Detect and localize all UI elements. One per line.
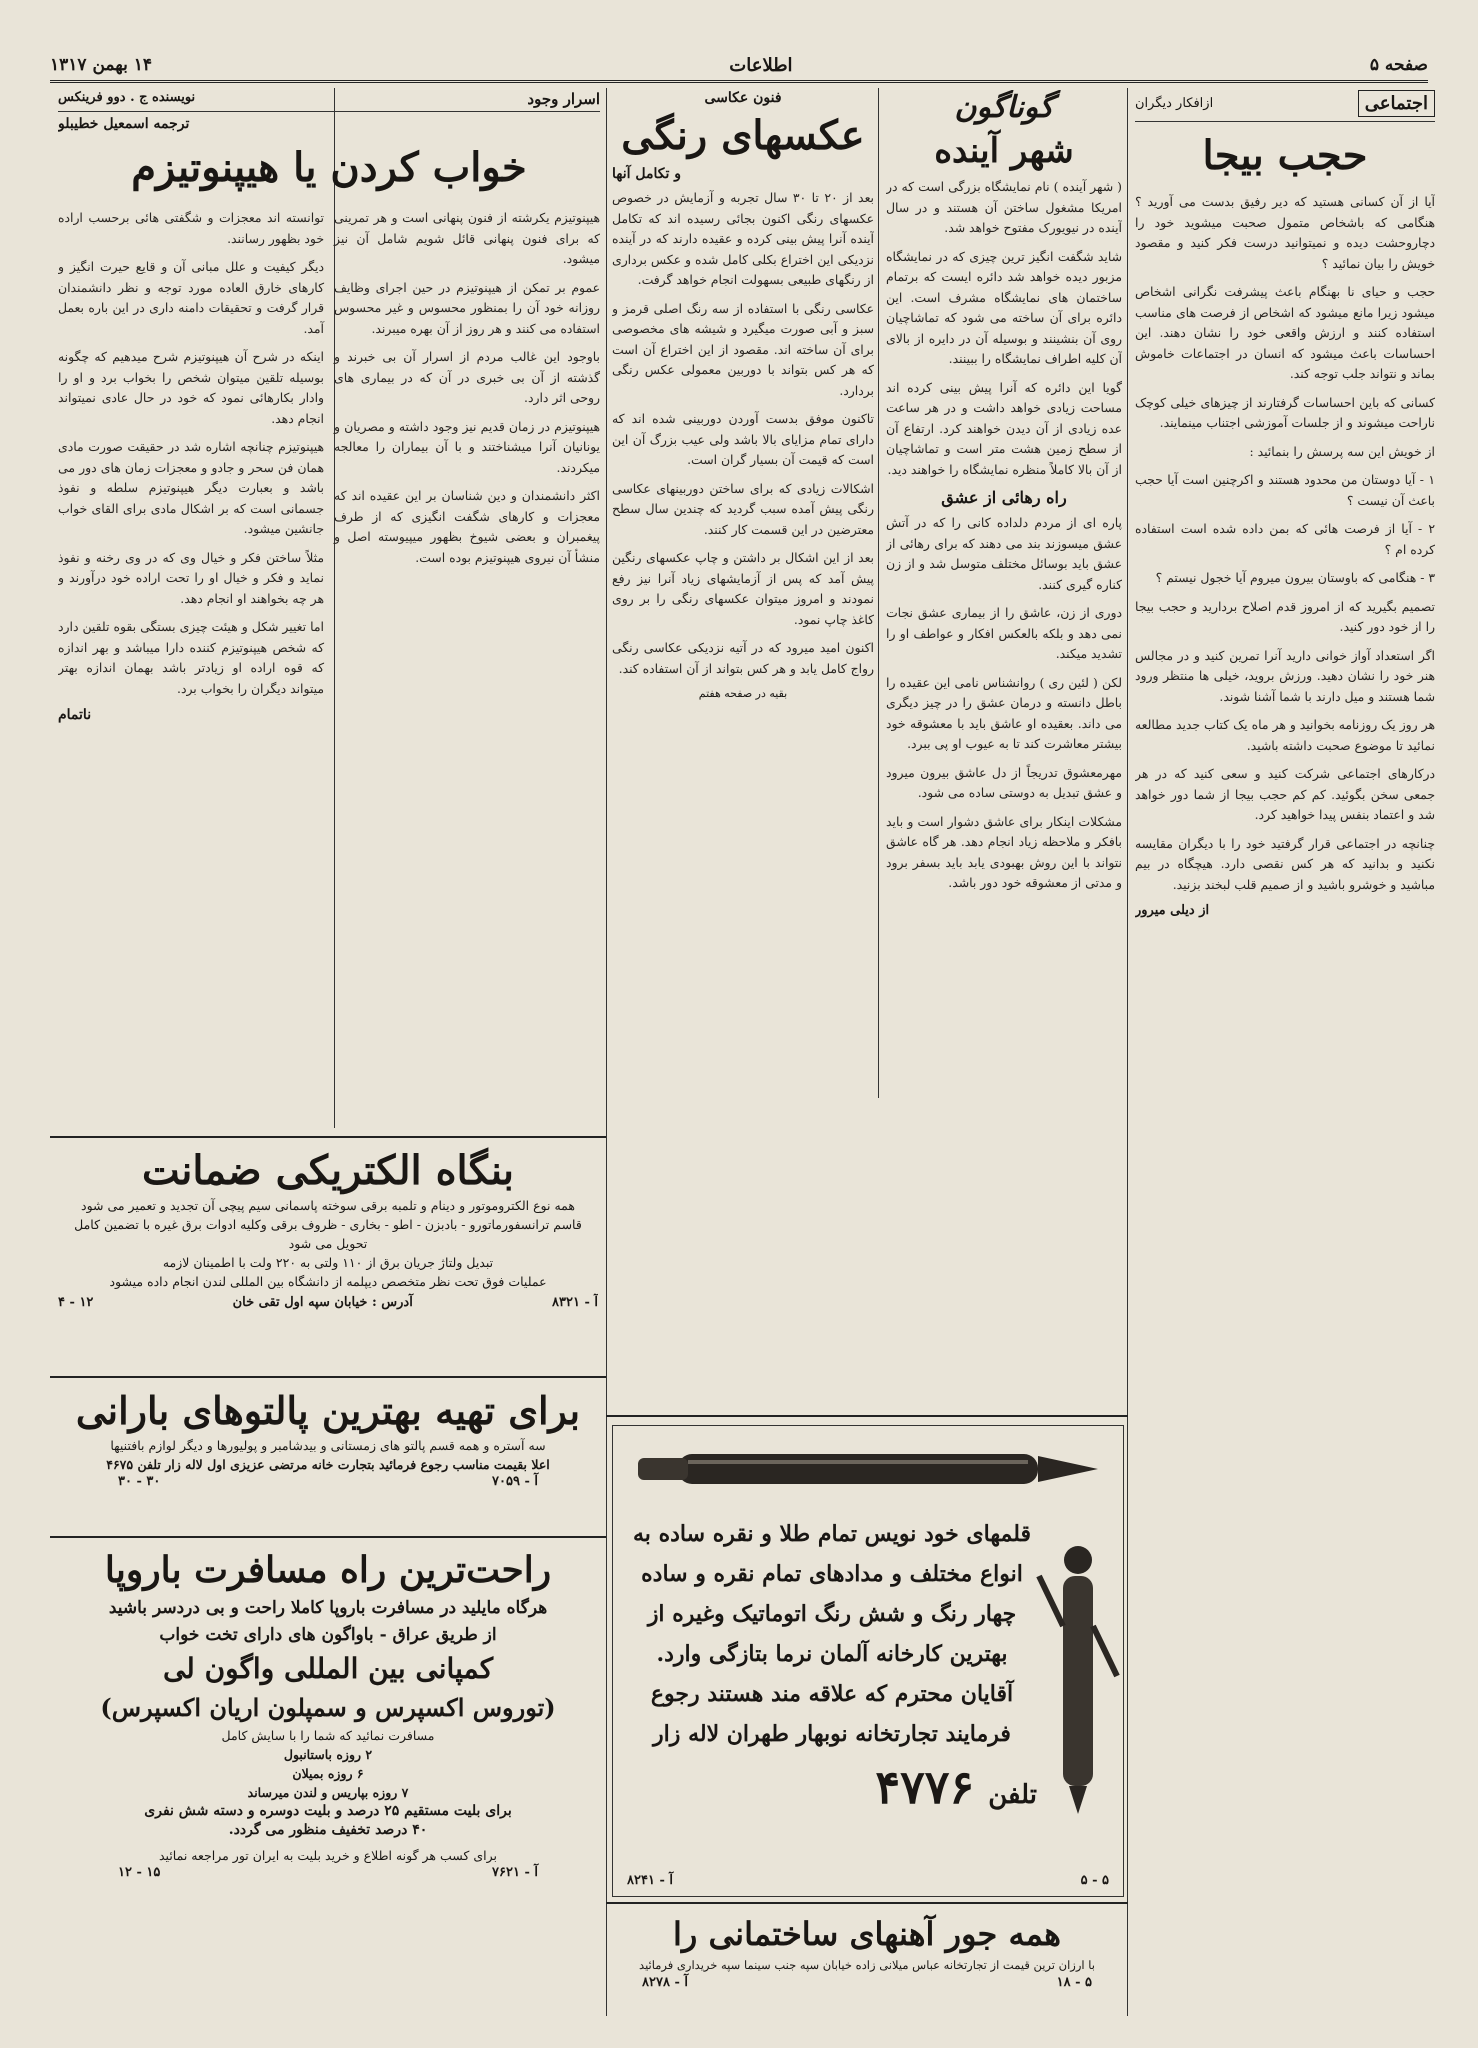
travel-company: کمپانی بین المللی واگون لی bbox=[162, 1652, 494, 1685]
photo-sub: و تکامل آنها bbox=[612, 166, 682, 182]
travel-stop-2: ۶ روزه بمیلان bbox=[292, 1766, 364, 1781]
rule-under-coats bbox=[50, 1536, 606, 1538]
fountain-pen-icon bbox=[618, 1434, 1118, 1504]
travel-trains: (توروس اکسپرس و سمپلون اریان اکسپرس) bbox=[100, 1693, 556, 1722]
iron-ad bbox=[612, 1912, 1122, 2002]
social-para-10: هر روز یک روزنامه بخوانید و هر ماه یک کتاب جدید مطالعه نمائید تا موضوع صحبت داشته باشید. bbox=[1135, 717, 1435, 753]
issue-date: ۱۴ بهمن ۱۳۱۷ bbox=[50, 55, 152, 75]
bank-line-1: همه نوع الکتروموتور و دینام و تلمبه برقی سوخته پاسمانی سیم پیچی آن تجدید و تعمیر می شود bbox=[81, 1198, 575, 1213]
misc-para-6: لکن ( لئین ری ) روانشناس نامی این عقیده را باطل دانسته و درمان عشق را در چیز دیگری می داند. بعقیده او عاشق باید با معشوقه خود بیشتر معاشرت کند تا به عیوب او پی ببرد. bbox=[886, 674, 1122, 751]
travel-stop-1: ۲ روزه باستانبول bbox=[283, 1747, 373, 1762]
photo-para-4: اشکالات زیادی که برای ساختن دوربینهای عکاسی رنگی پیش آمده سبب گردید که چندین سال سطح معترضین در این قسمت کار کنند. bbox=[612, 480, 874, 537]
hypno-para-10: مثلاً ساختن فکر و خیال وی که در وی رخنه و نفوذ نماید و فکر و خیال او را تحت اراده خود درآورند و هر چه بخواهند او انجام دهد. bbox=[58, 549, 324, 606]
pen-line-4: بهترین کارخانه آلمان نرما بتازگی وارد. bbox=[656, 1641, 1008, 1667]
rule-under-pens bbox=[606, 1902, 1128, 1904]
hypno-para-8: اینکه در شرح آن هیپنوتیزم شرح میدهیم که چگونه بوسیله تلقین میتوان شخص را بخواب برد و او را وادار بکارهائی نمود که خود در حال عادی نمیتواند انجام دهد. bbox=[58, 349, 324, 426]
bank-line-2: قاسم ترانسفورماتورو - بادبزن - اطو - بخاری - ظروف برقی وکلیه ادوات برق غیره با تضمین کامل تحویل می شود bbox=[74, 1217, 582, 1251]
misc-para-1: ( شهر آینده ) نام نمایشگاه بزرگی است که در امریکا مشغول ساختن آن هستند و در سال آینده در نیویورک مفتوح خواهد شد. bbox=[886, 179, 1122, 235]
pen-code: آ - ۸۲۴۱ bbox=[627, 1873, 673, 1888]
social-para-6: ۲ - آیا از فرصت هائی که بمن داده شده است استفاده کرده ام ؟ bbox=[1135, 521, 1435, 557]
bank-line-4: عملیات فوق تحت نظر متخصص دیپلمه از دانشگاه بین المللی لندن انجام داده میشود bbox=[109, 1274, 547, 1289]
page-header bbox=[50, 50, 1428, 83]
travel-contact: برای کسب هر گونه اطلاع و خرید بلیت به ایران تور مراجعه نمائید bbox=[159, 1848, 497, 1863]
photo-continued: بقیه در صفحه هفتم bbox=[698, 687, 788, 700]
travel-line-2: از طریق عراق - باواگون های دارای تخت خواب bbox=[159, 1625, 497, 1645]
hypno-para-11: اما تغییر شکل و هیئت چیزی بستگی بقوه تلقین دارد که شخص هیپنوتیزم کننده دارا میباشد و بهر اندازه که قوه اراده او زیادتر باشد بهمان اندازه بهتر میتواند دیگران را بخواب برد. bbox=[58, 619, 324, 696]
social-para-2: حجب و حیای نا بهنگام باعث پیشرفت نگرانی اشخاص میشود زیرا مانع میشود که اشخاص از فرصت های مناسب استفاده کنند و ارزش واقعی خود را نشان دهند. این احساسات باعث میشود که انسان در اجتماعات خاموش بماند و نتواند جلب توجه کند. bbox=[1135, 284, 1435, 381]
hypno-series: اسرار وجود bbox=[527, 90, 600, 108]
travel-discount-1: برای بلیت مستقیم ۲۵ درصد و بلیت دوسره و دسته شش نفری bbox=[144, 1803, 512, 1819]
travel-line-1: هرگاه مایلید در مسافرت باروپا کاملا راحت و بی دردسر باشید bbox=[108, 1598, 548, 1618]
misc-para-5: دوری از زن، عاشق را از بیماری عشق نجات نمی دهد و بلکه بالعکس افکار و عواطف او را تشدید میکند. bbox=[886, 605, 1122, 661]
photo-column bbox=[612, 90, 874, 1090]
social-source: از دیلی میرور bbox=[1135, 903, 1210, 918]
iron-num: ۵ - ۱۸ bbox=[1056, 1975, 1092, 1990]
social-column bbox=[1135, 90, 1435, 2010]
misc-para-7: مهرمعشوق تدریجاً از دل عاشق بیرون میرود و عشق تبدیل به دوستی ساده می شود. bbox=[886, 764, 1122, 800]
bank-title: بنگاه الکتریکی ضمانت bbox=[141, 1147, 515, 1194]
bank-num: ۱۲ - ۴ bbox=[58, 1295, 94, 1310]
travel-discount-2: ۴۰ درصد تخفیف منظور می گردد. bbox=[228, 1822, 428, 1838]
social-sub: ازافکار دیگران bbox=[1135, 96, 1214, 111]
coats-line-2: اعلا بقیمت مناسب رجوع فرمائید بتجارت خانه مرتضی عزیزی اول لاله زار تلفن ۴۶۷۵ bbox=[106, 1457, 550, 1472]
social-para-7: ۳ - هنگامی که باوستان بیرون میروم آیا خجول نیستم ؟ bbox=[1155, 570, 1435, 585]
column-rule-1 bbox=[1127, 88, 1128, 2016]
photo-para-5: بعد از این اشکال بر داشتن و چاپ عکسهای رنگین پیش آمد که پس از آزمایشهای زیاد آنرا نیز رفع نمودند و امروز میتوان عکسهای رنگی را بر روی کاغذ چاپ نمود. bbox=[612, 550, 874, 627]
hypno-col-right bbox=[334, 208, 600, 723]
misc-column bbox=[886, 90, 1122, 1090]
photo-title: عکسهای رنگی bbox=[621, 112, 865, 159]
travel-title: راحت‌ترین راه مسافرت باروپا bbox=[104, 1549, 552, 1591]
column-rule-3 bbox=[606, 88, 607, 2016]
coats-title: برای تهیه بهترین پالتوهای بارانی bbox=[75, 1388, 581, 1433]
hypno-col-left bbox=[58, 208, 324, 723]
photo-para-3: تاکنون موفق بدست آوردن دوربینی شده اند که دارای تمام مزایای بالا باشد ولی عیب بزرگ آن این است که قیمت آن بسیار گران است. bbox=[612, 411, 874, 467]
photo-kicker: فنون عکاسی bbox=[704, 90, 782, 106]
hypno-para-4: هیپنوتیزم در زمان قدیم نیز وجود داشته و مصریان و یونانیان آنرا میشناختند و با آن بیماران را معالجه میکردند. bbox=[334, 418, 600, 475]
social-para-5: ۱ - آیا دوستان من محدود هستند و اکرچنین است آیا حجب باعث آن نیست ؟ bbox=[1135, 472, 1435, 508]
hypno-para-2: عموم بر تمکن از هیپنوتیزم در حین اجرای وظایف روزانه خود آن را بمنظور محسوس و غیر محسوس استفاده می کنند و هر روز از آن بهره میبرند. bbox=[334, 279, 600, 336]
misc-title: شهر آینده bbox=[934, 131, 1074, 171]
pen-num: ۵ - ۵ bbox=[1080, 1873, 1109, 1888]
page-number: صفحه ۵ bbox=[1369, 55, 1428, 75]
rule-under-articles-left bbox=[50, 1136, 606, 1138]
travel-code: آ - ۷۶۲۱ bbox=[492, 1865, 538, 1880]
pen-phone-label: تلفن bbox=[988, 1780, 1037, 1810]
hypno-para-9: هیپنوتیزم چنانچه اشاره شد در حقیقت صورت مادی همان فن سحر و جادو و معجزات زمان های دور می باشد و بعبارت دیگر هیپنوتیزم سلطه و نفوذ جسمانی است که بر اشکال مادی برای القای خواب جانشین میشود. bbox=[58, 439, 324, 536]
misc-para-8: مشکلات اینکار برای عاشق دشوار است و باید بافکر و ملاحظه زیاد انجام دهد. هر گاه عاشق نتواند با این روش بهبودی یابد باید بسفر برود و مدتی از معشوقه خود دور باشد. bbox=[886, 813, 1122, 890]
pen-line-5: آقایان محترم که علاقه مند هستند رجوع bbox=[650, 1681, 1014, 1707]
photo-para-1: بعد از ۲۰ تا ۳۰ سال تجربه و آزمایش در خصوص عکسهای رنگی اکنون بجائی رسیده اند که تکامل آینده آنرا پیش بینی کرده و عقیده دارند که در آینده نزدیکی این اختراع بکلی کامل شده و عکس برداری از رنگهای طبیعی بسهولت انجام خواهد گرفت. bbox=[612, 190, 874, 287]
social-para-3: کسانی که باین احساسات گرفتارند از چیزهای خیلی کوچک ناراحت میشوند و از جلسات آموزشی اجتناب مینمایند. bbox=[1135, 394, 1435, 430]
pen-line-3: چهار رنگ و شش رنگ اتوماتیک وغیره از bbox=[647, 1601, 1017, 1627]
bank-code: آ - ۸۳۲۱ bbox=[552, 1295, 598, 1310]
photo-para-2: عکاسی رنگی با استفاده از سه رنگ اصلی قرمز و سبز و آبی صورت میگیرد و شیشه های مخصوصی برای آن ساخته اند. مقصود از این اختراع آن است که هر کس بتواند با دوربین معمولی عکس رنگی بردارد. bbox=[612, 300, 874, 398]
hypno-translator: ترجمه اسمعیل خطیبلو bbox=[58, 116, 190, 132]
social-label: اجتماعی bbox=[1358, 90, 1435, 117]
travel-ad bbox=[58, 1546, 598, 1946]
pen-phone: ۴۷۷۶ bbox=[875, 1760, 975, 1814]
iron-code: آ - ۸۲۷۸ bbox=[642, 1975, 688, 1990]
pen-figure-icon bbox=[1033, 1536, 1123, 1816]
social-para-4: از خویش این سه پرسش را بنمائید : bbox=[1249, 443, 1435, 459]
hypno-para-5: اکثر دانشمندان و دین شناسان بر این عقیده اند که معجزات و کارهای شگفت انگیزی که از طرف پیغمبران و بعضی شیوخ بظهور میپیوسته اصل و منشأ آن نیروی هیپنوتیزم بوده است. bbox=[334, 488, 600, 565]
social-para-1: آیا از آن کسانی هستید که دیر رفیق بدست می آورید ؟ هنگامی که باشخاص متمول صحبت میشوید خود را دچاروحشت دیده و نمیتوانید درست فکر کنید و مقصود خویش را بیان نمائید ؟ bbox=[1135, 194, 1435, 271]
bank-line-3: تبدیل ولتاژ جریان برق از ۱۱۰ ولتی به ۲۲۰ ولت با اطمینان لازمه bbox=[162, 1255, 494, 1270]
hypno-para-3: باوجود این غالب مردم از اسرار آن بی خبرند و گذشته از آن بی خبری در آن که در بیماری های روحی اثر دارد. bbox=[334, 349, 600, 405]
pen-line-1: قلمهای خود نویس تمام طلا و نقره ساده به bbox=[633, 1521, 1031, 1547]
travel-num: ۱۵ - ۱۲ bbox=[118, 1865, 161, 1880]
hypno-end: ناتمام bbox=[58, 707, 92, 723]
rule-under-bank bbox=[50, 1376, 606, 1378]
misc-label: گوناگون bbox=[954, 90, 1054, 125]
hypno-title: خواب کردن یا هیپنوتیزم bbox=[131, 144, 527, 191]
column-rule-2 bbox=[878, 88, 879, 1098]
coats-code: آ - ۷۰۵۹ bbox=[492, 1474, 538, 1489]
paper-name: اطلاعات bbox=[729, 54, 793, 76]
iron-line: با ارزان ترین قیمت از تجارتخانه عباس میلانی زاده خیابان سپه جنب سینما سپه خریداری فرمائید bbox=[639, 1958, 1095, 1972]
bank-ad bbox=[58, 1146, 598, 1370]
iron-title: همه جور آهنهای ساختمانی را bbox=[673, 1915, 1061, 1953]
social-para-8: تصمیم بگیرید که از امروز قدم اصلاح بردارید و حجب بیجا را از خود دور کنید. bbox=[1135, 598, 1435, 634]
pen-line-2: انواع مختلف و مدادهای تمام نقره و ساده bbox=[641, 1561, 1023, 1587]
coats-num: ۳۰ - ۳۰ bbox=[118, 1474, 161, 1489]
travel-note: مسافرت نمائید که شما را با سایش کامل bbox=[221, 1728, 435, 1743]
misc-para-2: شاید شگفت انگیز ترین چیزی که در نمایشگاه مزبور دیده خواهد شد دائره ایست که برتمام ساختمان های نمایشگاه مشرف است. این دائره برای آن ساخته می شود که تماشاچیان روی آن بنشینند و بوسیله آن در دایره از بالای آن کلیه اطراف نمایشگاه را ببینند. bbox=[886, 248, 1122, 366]
pen-ad bbox=[612, 1425, 1124, 1897]
travel-stop-3: ۷ روزه بپاریس و لندن میرساند bbox=[247, 1785, 409, 1800]
misc-para-3: گویا این دائره که آنرا پیش بینی کرده اند مساحت زیادی خواهد داشت و در هر ساعت عده زیادی از آن دیدن خواهند کرد. ارتفاع آن از سطح زمین هشت متر است و تماشاچیان از آن بالا کاملاً منظره نمایشگاه را خواهند دید. bbox=[886, 379, 1122, 477]
social-title: حجب بیجا bbox=[1202, 132, 1368, 179]
social-para-12: چنانچه در اجتماعی قرار گرفتید خود را با دیگران مقایسه نکنید و بدانید که هر کس نقصی دارد. هیچگاه در بیم مباشید و خوشرو باشید و از صمیم قلب لبخند بزنید. bbox=[1135, 835, 1435, 892]
misc-subtitle: راه رهائی از عشق bbox=[941, 488, 1067, 507]
hypno-para-7: دیگر کیفیت و علل مبانی آن و قایع حیرت انگیز و کارهای خارق العاده مورد توجه و نظر دانشمندان قرار گرفت و تحقیقات دامنه داری در این باره بعمل آمد. bbox=[58, 259, 324, 336]
hypno-article bbox=[58, 90, 600, 1130]
misc-para-4: پاره ای از مردم دلداده کانی را که در آتش عشق میسوزند بند می دهند که برای رهائی از عشق باید بوسائل مختلف متوسل شد و از زن کناره گیری کنند. bbox=[886, 515, 1122, 592]
coats-line-1: سه آستره و همه قسم پالتو های زمستانی و بیدشامبر و پولیورها و دیگر لوازم بافتنیها bbox=[110, 1438, 546, 1453]
bank-address: آدرس : خیابان سپه اول تقی خان bbox=[232, 1295, 413, 1310]
coats-ad bbox=[58, 1386, 598, 1532]
social-para-9: اگر استعداد آواز خوانی دارید آنرا تمرین کنید و در مجالس هنر خود را نشان دهید. ورزش بروید، خیلی ها منتظر ورود شما هستند و میل دارند با شما آشنا شوند. bbox=[1135, 647, 1435, 704]
hypno-author: نویسنده ج . دوو فرینکس bbox=[58, 90, 196, 105]
photo-para-6: اکنون امید میرود که در آتیه نزدیکی عکاسی رنگی رواج کامل یابد و هر کس بتواند از آن استفاده کند. bbox=[612, 640, 874, 676]
hypno-para-6: توانسته اند معجزات و شگفتی هائی برحسب اراده خود بظهور رسانند. bbox=[58, 210, 324, 246]
rule-under-photo bbox=[606, 1415, 1128, 1417]
pen-line-6: فرمایند تجارتخانه نوبهار طهران لاله زار bbox=[653, 1721, 1011, 1747]
hypno-para-1: هیپنوتیزم یکرشته از فنون پنهانی است و هر تمرینی که برای فنون پنهانی قائل شویم شامل آن نیز میشود. bbox=[334, 210, 600, 266]
social-para-11: درکارهای اجتماعی شرکت کنید و سعی کنید که در هر جمعی سخن بگوئید. کم کم حجب بیجا از شما دور خواهد شد و اعتماد بنفس پیدا خواهید کرد. bbox=[1135, 766, 1435, 822]
